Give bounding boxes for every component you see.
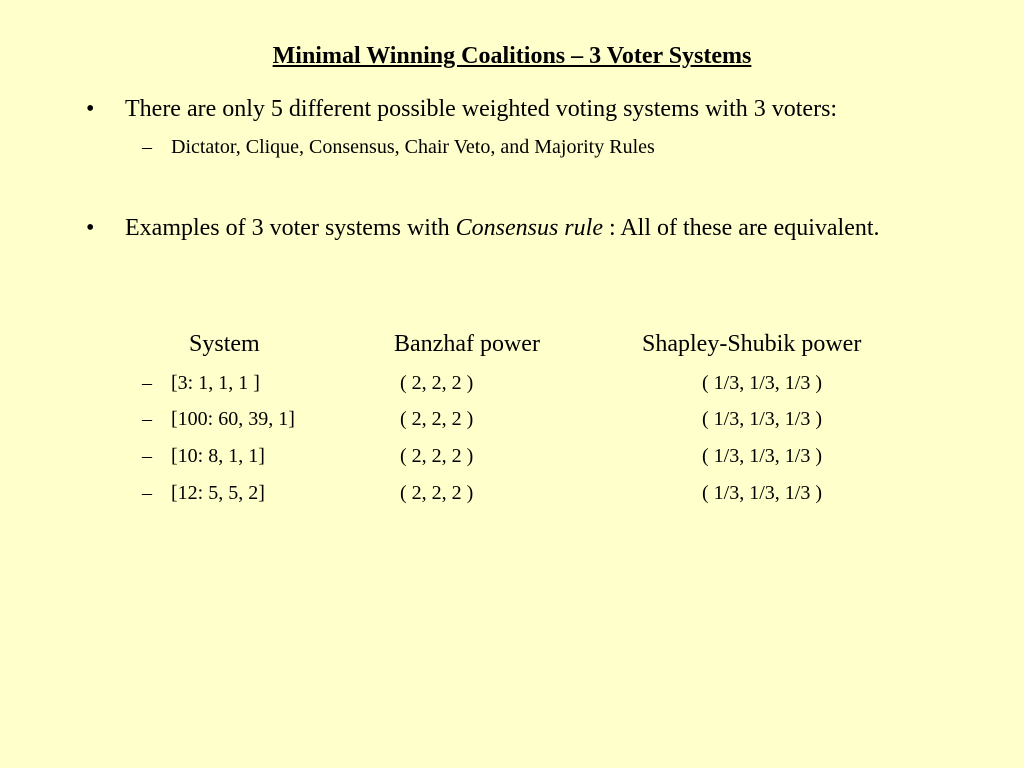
system-cell: [12: 5, 5, 2] [171, 482, 265, 504]
bullet-mark: • [86, 215, 95, 241]
bullet-text: There are only 5 different possible weighted voting systems with 3 voters: [125, 96, 838, 122]
dash-mark: – [142, 408, 152, 430]
banzhaf-cell: ( 2, 2, 2 ) [400, 372, 474, 394]
bullet-text-plain: Examples of 3 voter systems with [125, 215, 456, 241]
bullet-text-italic: Consensus rule [455, 215, 603, 241]
dash-mark: – [142, 136, 152, 158]
column-header-system: System [189, 331, 260, 357]
shapley-cell: ( 1/3, 1/3, 1/3 ) [702, 482, 822, 504]
system-cell: [3: 1, 1, 1 ] [171, 372, 260, 394]
dash-mark: – [142, 482, 152, 504]
bullet-mark: • [86, 96, 95, 122]
sub-item-text: Dictator, Clique, Consensus, Chair Veto, and Majority Rules [171, 136, 655, 158]
shapley-cell: ( 1/3, 1/3, 1/3 ) [702, 445, 822, 467]
shapley-cell: ( 1/3, 1/3, 1/3 ) [702, 408, 822, 430]
column-header-shapley: Shapley-Shubik power [642, 331, 862, 357]
banzhaf-cell: ( 2, 2, 2 ) [400, 445, 474, 467]
banzhaf-cell: ( 2, 2, 2 ) [400, 408, 474, 430]
system-cell: [100: 60, 39, 1] [171, 408, 295, 430]
dash-mark: – [142, 372, 152, 394]
slide-title: Minimal Winning Coalitions – 3 Voter Systems [272, 43, 752, 69]
shapley-cell: ( 1/3, 1/3, 1/3 ) [702, 372, 822, 394]
system-cell: [10: 8, 1, 1] [171, 445, 265, 467]
bullet-text [125, 211, 915, 245]
dash-mark: – [142, 445, 152, 467]
banzhaf-cell: ( 2, 2, 2 ) [400, 482, 474, 504]
bullet-text-plain-end: : All of these are equivalent. [602, 215, 880, 241]
column-header-banzhaf: Banzhaf power [394, 331, 540, 357]
